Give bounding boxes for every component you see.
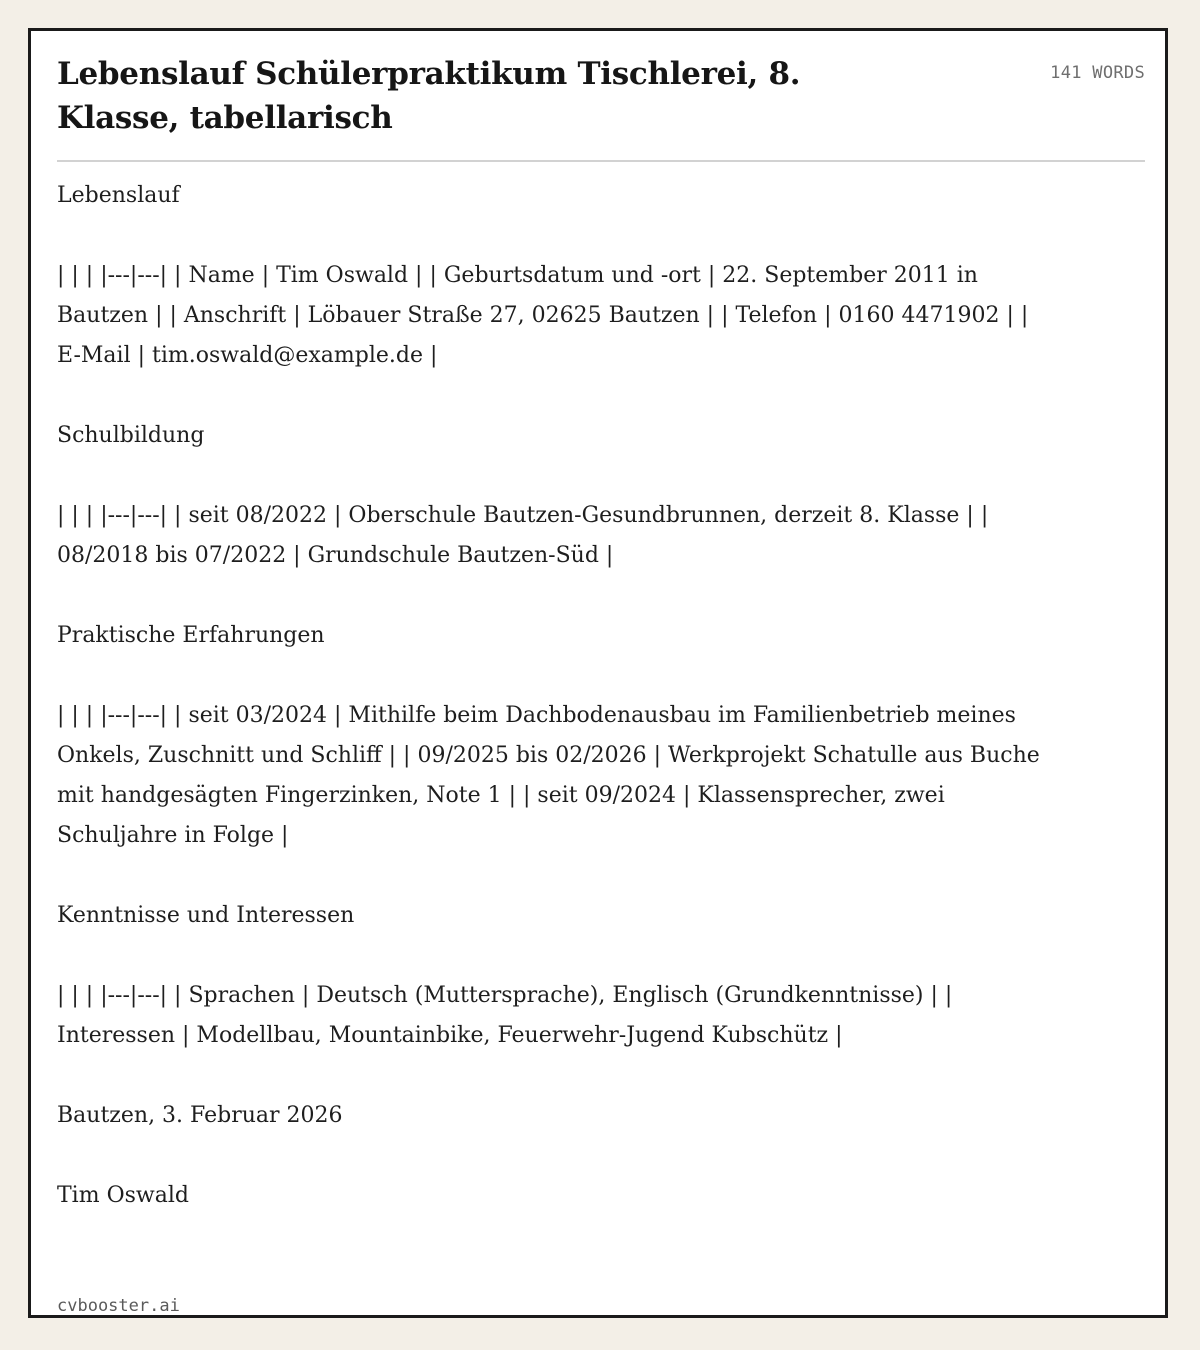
heading-kenntnisse-interessen: Kenntnisse und Interessen	[57, 903, 355, 928]
paragraph-gap	[57, 936, 1047, 976]
personal-data-table-text: | | | |---|---| | Name | Tim Oswald | | Geburtsdatum und -ort | 22. September 2011 in Bautzen | | Anschrift | Löbauer Straße 27, 02625 Bautzen | | Telefon | 0160 4471902 | | E-Mail | tim.oswald@example.de |	[57, 263, 1029, 368]
paragraph-gap	[57, 456, 1047, 496]
paragraph-gap	[57, 216, 1047, 256]
heading-schulbildung: Schulbildung	[57, 423, 205, 448]
header-divider	[57, 160, 1145, 162]
experience-table-text: | | | |---|---| | seit 03/2024 | Mithilfe beim Dachbodenausbau im Familienbetrieb meines Onkels, Zuschnitt und Schliff | | 09/2025 bis 02/2026 | Werkprojekt Schatulle aus Buche mit handgesägten Fingerzinken, Note 1 | | seit 09/2024 | Klassensprecher, zwei Schuljahre in Folge |	[57, 703, 1040, 848]
signature-name: Tim Oswald	[57, 1183, 189, 1208]
document-title: Lebenslauf Schülerpraktikum Tischlerei, 8. Klasse, tabellarisch	[57, 56, 801, 136]
paragraph-gap	[57, 376, 1047, 416]
brand-footer: cvbooster.ai	[57, 1296, 180, 1316]
paragraph-gap	[57, 1136, 1047, 1176]
paragraph-gap	[57, 1056, 1047, 1096]
place-date-line: Bautzen, 3. Februar 2026	[57, 1103, 343, 1128]
word-count-badge: 141 WORDS	[1050, 63, 1145, 83]
document-header	[57, 52, 1145, 162]
heading-praktische-erfahrungen: Praktische Erfahrungen	[57, 623, 325, 648]
paragraph-gap	[57, 656, 1047, 696]
schooling-table-text: | | | |---|---| | seit 08/2022 | Oberschule Bautzen-Gesundbrunnen, derzeit 8. Klasse | | 08/2018 bis 07/2022 | Grundschule Bautzen-Süd |	[57, 503, 989, 568]
document-card	[28, 28, 1168, 1318]
heading-lebenslauf: Lebenslauf	[57, 183, 180, 208]
skills-table-text: | | | |---|---| | Sprachen | Deutsch (Muttersprache), Englisch (Grundkenntnisse) | | Interessen | Modellbau, Mountainbike, Feuerwehr-Jugend Kubschütz |	[57, 983, 953, 1048]
document-body	[57, 176, 1047, 1216]
paragraph-gap	[57, 856, 1047, 896]
paragraph-gap	[57, 576, 1047, 616]
